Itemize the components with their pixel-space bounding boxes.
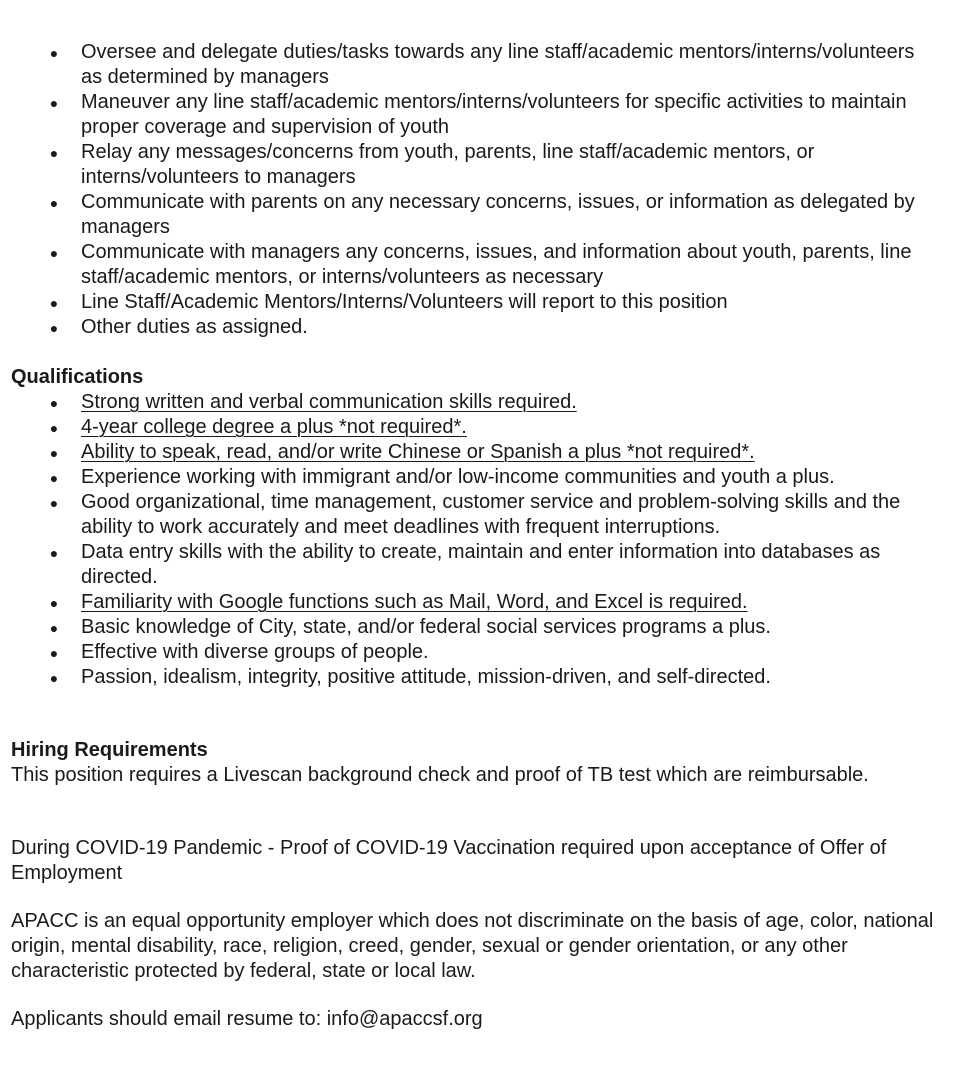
bullet-icon <box>47 40 61 66</box>
covid-paragraph: During COVID-19 Pandemic - Proof of COVID-19 Vaccination required upon acceptance of Offer of Employment <box>11 837 887 884</box>
bullet-icon <box>47 315 61 341</box>
bullet-icon <box>47 140 61 166</box>
duty-text: Maneuver any line staff/academic mentors/interns/volunteers for specific activities to maintain proper coverage and supervision of youth <box>81 91 907 138</box>
bullet-icon <box>47 240 61 266</box>
duties-list <box>0 40 960 340</box>
bullet-icon <box>47 440 61 466</box>
qualification-text: Effective with diverse groups of people. <box>81 641 429 663</box>
duty-text: Other duties as assigned. <box>81 316 308 338</box>
list-item <box>0 190 960 240</box>
duty-text: Line Staff/Academic Mentors/Interns/Volunteers will report to this position <box>81 291 728 313</box>
list-item <box>0 440 960 465</box>
bullet-icon <box>47 490 61 516</box>
bullet-icon <box>47 190 61 216</box>
list-item <box>0 465 960 490</box>
bullet-icon <box>47 90 61 116</box>
qualification-text: 4-year college degree a plus *not required*. <box>81 416 467 438</box>
list-item <box>0 315 960 340</box>
list-item <box>0 640 960 665</box>
apply-instructions: Applicants should email resume to: info@apaccsf.org <box>11 1008 483 1030</box>
qualifications-list <box>0 390 960 690</box>
bullet-icon <box>47 615 61 641</box>
qualification-text: Experience working with immigrant and/or low-income communities and youth a plus. <box>81 466 835 488</box>
list-item <box>0 40 960 90</box>
bullet-icon <box>47 465 61 491</box>
bullet-icon <box>47 640 61 666</box>
duty-text: Oversee and delegate duties/tasks towards any line staff/academic mentors/interns/volunteers as determined by managers <box>81 41 915 88</box>
duty-text: Communicate with managers any concerns, issues, and information about youth, parents, line staff/academic mentors, or interns/volunteers as necessary <box>81 241 912 288</box>
qualification-text: Good organizational, time management, customer service and problem-solving skills and the ability to work accurately and meet deadlines with frequent interruptions. <box>81 491 901 538</box>
list-item <box>0 415 960 440</box>
list-item <box>0 590 960 615</box>
bullet-icon <box>47 590 61 616</box>
list-item <box>0 490 960 540</box>
qualification-text: Passion, idealism, integrity, positive attitude, mission-driven, and self-directed. <box>81 666 771 688</box>
list-item <box>0 665 960 690</box>
bullet-icon <box>47 290 61 316</box>
list-item <box>0 540 960 590</box>
list-item <box>0 615 960 640</box>
list-item <box>0 290 960 315</box>
bullet-icon <box>47 390 61 416</box>
list-item <box>0 140 960 190</box>
duty-text: Communicate with parents on any necessary concerns, issues, or information as delegated by managers <box>81 191 915 238</box>
bullet-icon <box>47 540 61 566</box>
bullet-icon <box>47 415 61 441</box>
list-item <box>0 240 960 290</box>
background-check-paragraph: This position requires a Livescan background check and proof of TB test which are reimbursable. <box>11 764 869 786</box>
qualification-text: Familiarity with Google functions such as Mail, Word, and Excel is required. <box>81 591 748 613</box>
bullet-icon <box>47 665 61 691</box>
list-item <box>0 90 960 140</box>
duty-text: Relay any messages/concerns from youth, parents, line staff/academic mentors, or interns/volunteers to managers <box>81 141 815 188</box>
list-item <box>0 390 960 415</box>
qualification-text: Strong written and verbal communication skills required. <box>81 391 577 413</box>
hiring-requirements-heading: Hiring Requirements <box>11 739 208 761</box>
qualification-text: Ability to speak, read, and/or write Chinese or Spanish a plus *not required*. <box>81 441 755 463</box>
equal-opportunity-paragraph: APACC is an equal opportunity employer which does not discriminate on the basis of age, color, national origin, mental disability, race, religion, creed, gender, sexual or gender orientation, or any other characteristic protected by federal, state or local law. <box>11 910 934 982</box>
qualifications-heading: Qualifications <box>11 366 144 388</box>
qualification-text: Basic knowledge of City, state, and/or federal social services programs a plus. <box>81 616 771 638</box>
qualification-text: Data entry skills with the ability to create, maintain and enter information into databases as directed. <box>81 541 881 588</box>
